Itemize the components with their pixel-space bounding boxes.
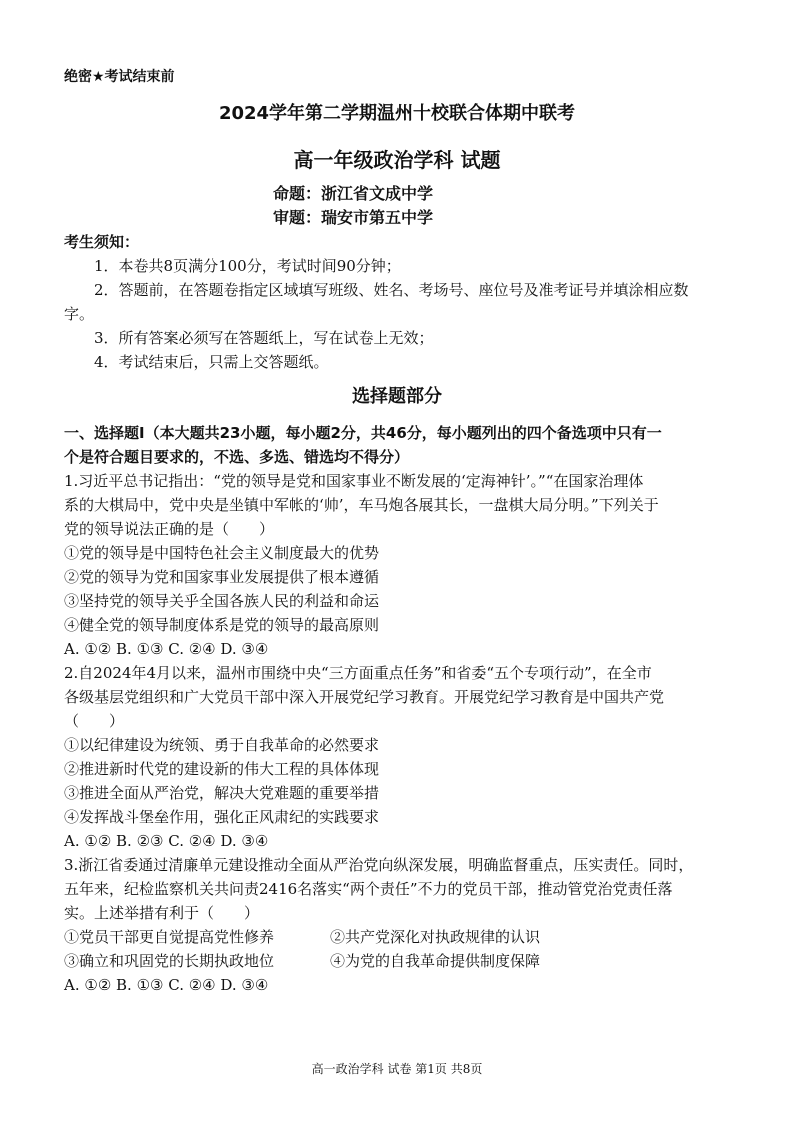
confidential-label: 绝密★考试结束前 (64, 69, 175, 85)
notice-item-3: 3．所有答案必须写在答题纸上，写在试卷上无效； (94, 329, 434, 347)
q2-stem-line3: （ ） (64, 712, 125, 730)
subject-title: 高一年级政治学科 试题 (293, 148, 501, 172)
q1-stem-line2: 系的大棋局中，党中央是坐镇中军帐的‘帅’，车马炮各展其长，一盘棋大局分明。”下列关于 (64, 496, 659, 514)
q1-option-3: ③坚持党的领导关乎全国各族人民的利益和命运 (64, 592, 380, 610)
q3-option-4: ④为党的自我革命提供制度保障 (330, 952, 541, 970)
section-title: 选择题部分 (352, 386, 442, 407)
notice-item-1: 1．本卷共8页满分100分，考试时间90分钟； (94, 257, 401, 275)
notice-item-2-cont: 字。 (64, 305, 95, 323)
notice-item-2: 2．答题前，在答题卷指定区域填写班级、姓名、考场号、座位号及准考证号并填涂相应数 (94, 281, 689, 299)
q2-stem: 2.自2024年4月以来，温州市围绕中央“三方面重点任务”和省委“五个专项行动”，在全市 (64, 664, 652, 682)
q2-option-3: ③推进全面从严治党，解决大党难题的重要举措 (64, 784, 380, 802)
exam-title: 2024学年第二学期温州十校联合体期中联考 (218, 103, 576, 124)
page-footer: 高一政治学科 试卷 第1页 共8页 (311, 1062, 483, 1076)
q3-option-2: ②共产党深化对执政规律的认识 (330, 928, 541, 946)
notice-item-4: 4．考试结束后，只需上交答题纸。 (94, 353, 329, 371)
q1-option-4: ④健全党的领导制度体系是党的领导的最高原则 (64, 616, 380, 634)
q1-option-1: ①党的领导是中国特色社会主义制度最大的优势 (64, 544, 380, 562)
part-instructions: 一、选择题Ⅰ（本大题共23小题，每小题2分，共46分，每小题列出的四个备选项中只有一 (64, 424, 662, 442)
q2-option-2: ②推进新时代党的建设新的伟大工程的具体体现 (64, 760, 380, 778)
proposer: 命题：浙江省文成中学 (273, 184, 434, 203)
q3-option-3: ③确立和巩固党的长期执政地位 (64, 952, 275, 970)
q1-stem-line3: 党的领导说法正确的是（ ） (64, 520, 275, 538)
q2-choices: A. ①② B. ②③ C. ②④ D. ③④ (64, 832, 269, 850)
q2-option-4: ④发挥战斗堡垒作用，强化正风肃纪的实践要求 (64, 808, 380, 826)
q3-choices: A. ①② B. ①③ C. ②④ D. ③④ (64, 976, 269, 994)
part-instructions-cont: 个是符合题目要求的，不选、多选、错选均不得分） (64, 448, 410, 466)
q2-stem-line2: 各级基层党组织和广大党员干部中深入开展党纪学习教育。开展党纪学习教育是中国共产党 (64, 688, 665, 706)
reviewer: 审题：瑞安市第五中学 (273, 208, 434, 227)
q2-option-1: ①以纪律建设为统领、勇于自我革命的必然要求 (64, 736, 380, 754)
q3-stem-line2: 五年来，纪检监察机关共问责2416名落实“两个责任”不力的党员干部，推动管党治党责任落 (64, 880, 673, 898)
q1-choices: A. ①② B. ①③ C. ②④ D. ③④ (64, 640, 269, 658)
q3-option-1: ①党员干部更自觉提高党性修养 (64, 928, 275, 946)
q1-option-2: ②党的领导为党和国家事业发展提供了根本遵循 (64, 568, 380, 586)
q3-stem: 3.浙江省委通过清廉单元建设推动全面从严治党向纵深发展，明确监督重点，压实责任。同时， (64, 856, 694, 874)
q3-stem-line3: 实。上述举措有利于（ ） (64, 904, 260, 922)
notice-heading: 考生须知： (64, 233, 140, 251)
q1-stem: 1.习近平总书记指出：“党的领导是党和国家事业不断发展的‘定海神针’。”“在国家治理体 (64, 472, 644, 490)
